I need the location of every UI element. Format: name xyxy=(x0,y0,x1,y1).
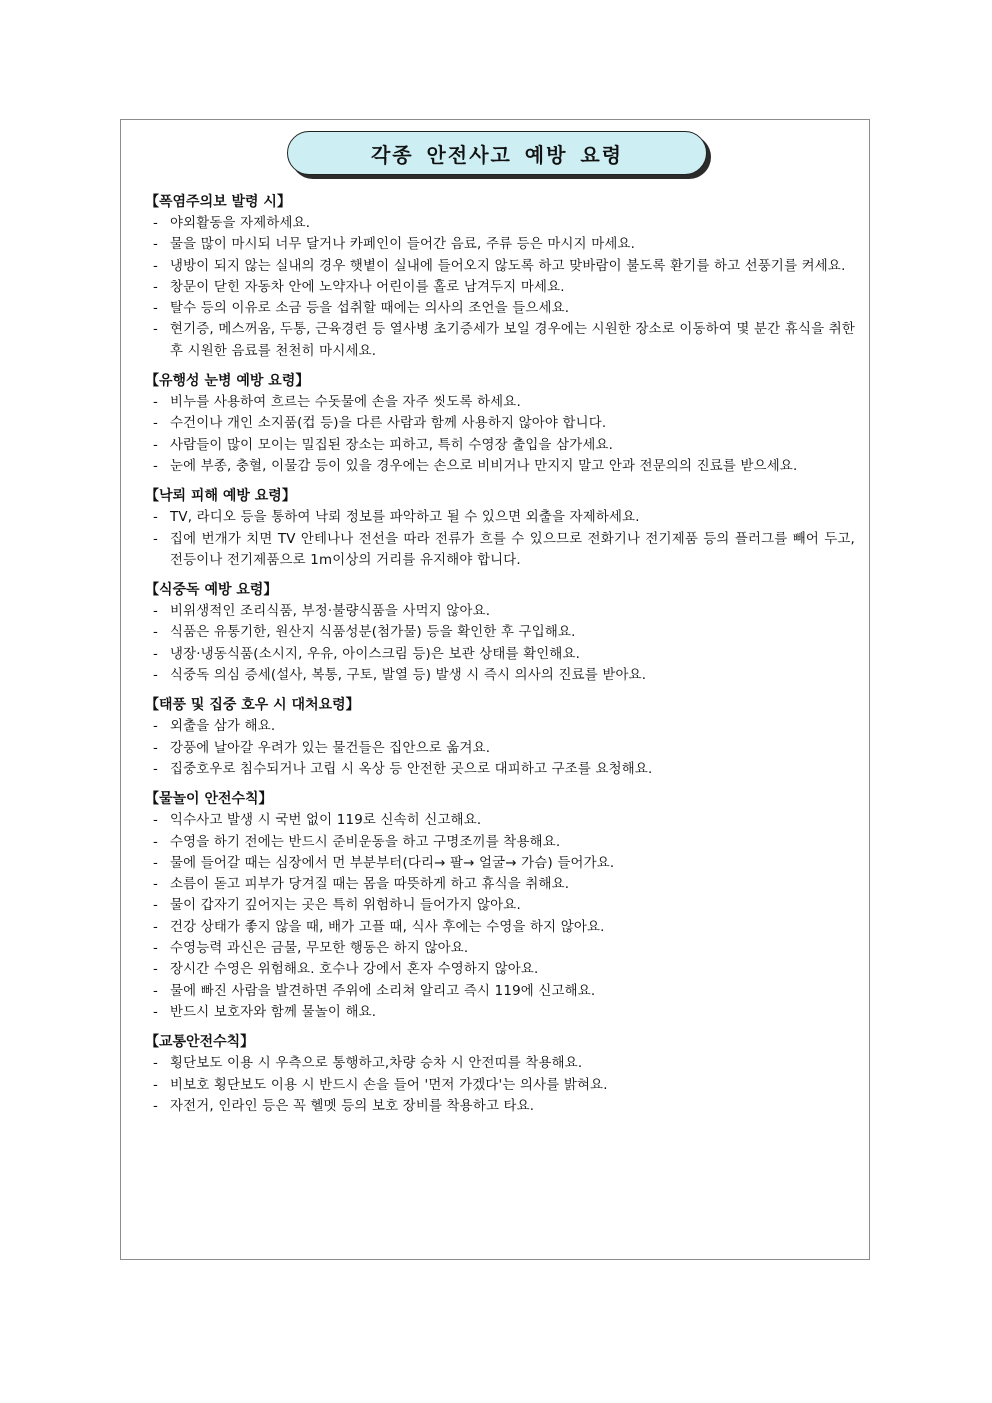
list-item: - 탈수 등의 이유로 소금 등을 섭취할 때에는 의사의 조언을 들으세요. xyxy=(145,298,857,319)
list-item: - 집에 번개가 치면 TV 안테나나 전선을 따라 전류가 흐를 수 있으므로 전화기나 전기제품 등의 플러그를 빼어 두고, 전등이나 전기제품으로 1m이상의 거리를 유지해야 합니다. xyxy=(145,529,857,572)
content xyxy=(145,192,857,1126)
list-item: - 냉장·냉동식품(소시지, 우유, 아이스크림 등)은 보관 상태를 확인해요. xyxy=(145,644,857,665)
list-item: - 자전거, 인라인 등은 꼭 헬멧 등의 보호 장비를 착용하고 타요. xyxy=(145,1096,857,1117)
section-title: 【교통안전수칙】 xyxy=(145,1034,255,1051)
section-title: 【물놀이 안전수칙】 xyxy=(145,791,273,808)
list-item: - 비보호 횡단보도 이용 시 반드시 손을 들어 '먼저 가겠다'는 의사를 밝혀요. xyxy=(145,1075,857,1096)
list-item: - 냉방이 되지 않는 실내의 경우 햇볕이 실내에 들어오지 않도록 하고 맞바람이 불도록 환기를 하고 선풍기를 켜세요. xyxy=(145,256,857,277)
list-item: - 식중독 의심 증세(설사, 복통, 구토, 발열 등) 발생 시 즉시 의사의 진료를 받아요. xyxy=(145,665,857,686)
list-item: - 물이 갑자기 깊어지는 곳은 특히 위험하니 들어가지 않아요. xyxy=(145,895,857,916)
document-frame xyxy=(120,119,870,1260)
list-item: - 반드시 보호자와 함께 물놀이 해요. xyxy=(145,1002,857,1023)
list-item: - 눈에 부종, 충혈, 이물감 등이 있을 경우에는 손으로 비비거나 만지지 말고 안과 전문의의 진료를 받으세요. xyxy=(145,456,857,477)
list-item: - 물에 빠진 사람을 발견하면 주위에 소리쳐 알리고 즉시 119에 신고해요. xyxy=(145,981,857,1002)
list-item: - 수건이나 개인 소지품(컵 등)을 다른 사람과 함께 사용하지 않아야 합니다. xyxy=(145,413,857,434)
list-item: - 소름이 돋고 피부가 당겨질 때는 몸을 따뜻하게 하고 휴식을 취해요. xyxy=(145,874,857,895)
section-title: 【폭염주의보 발령 시】 xyxy=(145,194,291,210)
section-title: 【낙뢰 피해 예방 요령】 xyxy=(145,488,296,505)
page-title: 각종 안전사고 예방 요령 xyxy=(287,131,707,175)
list-item: - 횡단보도 이용 시 우측으로 통행하고,차량 승차 시 안전띠를 착용해요. xyxy=(145,1053,857,1074)
section-title: 【식중독 예방 요령】 xyxy=(145,582,278,599)
section-title: 【유행성 눈병 예방 요령】 xyxy=(145,373,310,390)
list-item: - 비누를 사용하여 흐르는 수돗물에 손을 자주 씻도록 하세요. xyxy=(145,392,857,413)
list-item: - 익수사고 발생 시 국번 없이 119로 신속히 신고해요. xyxy=(145,810,857,831)
list-item: - 건강 상태가 좋지 않을 때, 배가 고플 때, 식사 후에는 수영을 하지 않아요. xyxy=(145,917,857,938)
list-item: - 창문이 닫힌 자동차 안에 노약자나 어린이를 홀로 남겨두지 마세요. xyxy=(145,277,857,298)
list-item: - 식품은 유통기한, 원산지 식품성분(첨가물) 등을 확인한 후 구입해요. xyxy=(145,622,857,643)
section-heatwave xyxy=(145,192,857,362)
list-item: - 수영능력 과신은 금물, 무모한 행동은 하지 않아요. xyxy=(145,938,857,959)
list-item: - 사람들이 많이 모이는 밀집된 장소는 피하고, 특히 수영장 출입을 삼가세요. xyxy=(145,435,857,456)
list-item: - 강풍에 날아갈 우려가 있는 물건들은 집안으로 옮겨요. xyxy=(145,738,857,759)
list-item: - 물에 들어갈 때는 심장에서 먼 부분부터(다리→ 팔→ 얼굴→ 가슴) 들어가요. xyxy=(145,853,857,874)
section-water-safety xyxy=(145,789,857,1023)
list-item: - 현기증, 메스꺼움, 두통, 근육경련 등 열사병 초기증세가 보일 경우에는 시원한 장소로 이동하여 몇 분간 휴식을 취한 후 시원한 음료를 천천히 마시세요. xyxy=(145,319,857,362)
list-item: - TV, 라디오 등을 통하여 낙뢰 정보를 파악하고 될 수 있으면 외출을 자제하세요. xyxy=(145,507,857,528)
section-title: 【태풍 및 집중 호우 시 대처요령】 xyxy=(145,697,360,714)
list-item: - 장시간 수영은 위험해요. 호수나 강에서 혼자 수영하지 않아요. xyxy=(145,959,857,980)
list-item: - 야외활동을 자제하세요. xyxy=(145,213,857,234)
section-typhoon xyxy=(145,695,857,780)
list-item: - 집중호우로 침수되거나 고립 시 옥상 등 안전한 곳으로 대피하고 구조를 요청해요. xyxy=(145,759,857,780)
list-item: - 수영을 하기 전에는 반드시 준비운동을 하고 구명조끼를 착용해요. xyxy=(145,832,857,853)
list-item: - 외출을 삼가 해요. xyxy=(145,716,857,737)
title-banner xyxy=(287,131,707,175)
section-food-poisoning xyxy=(145,580,857,686)
section-eye-disease xyxy=(145,371,857,477)
list-item: - 물을 많이 마시되 너무 달거나 카페인이 들어간 음료, 주류 등은 마시지 마세요. xyxy=(145,234,857,255)
section-lightning xyxy=(145,486,857,571)
section-traffic-safety xyxy=(145,1032,857,1117)
list-item: - 비위생적인 조리식품, 부정·불량식품을 사먹지 않아요. xyxy=(145,601,857,622)
